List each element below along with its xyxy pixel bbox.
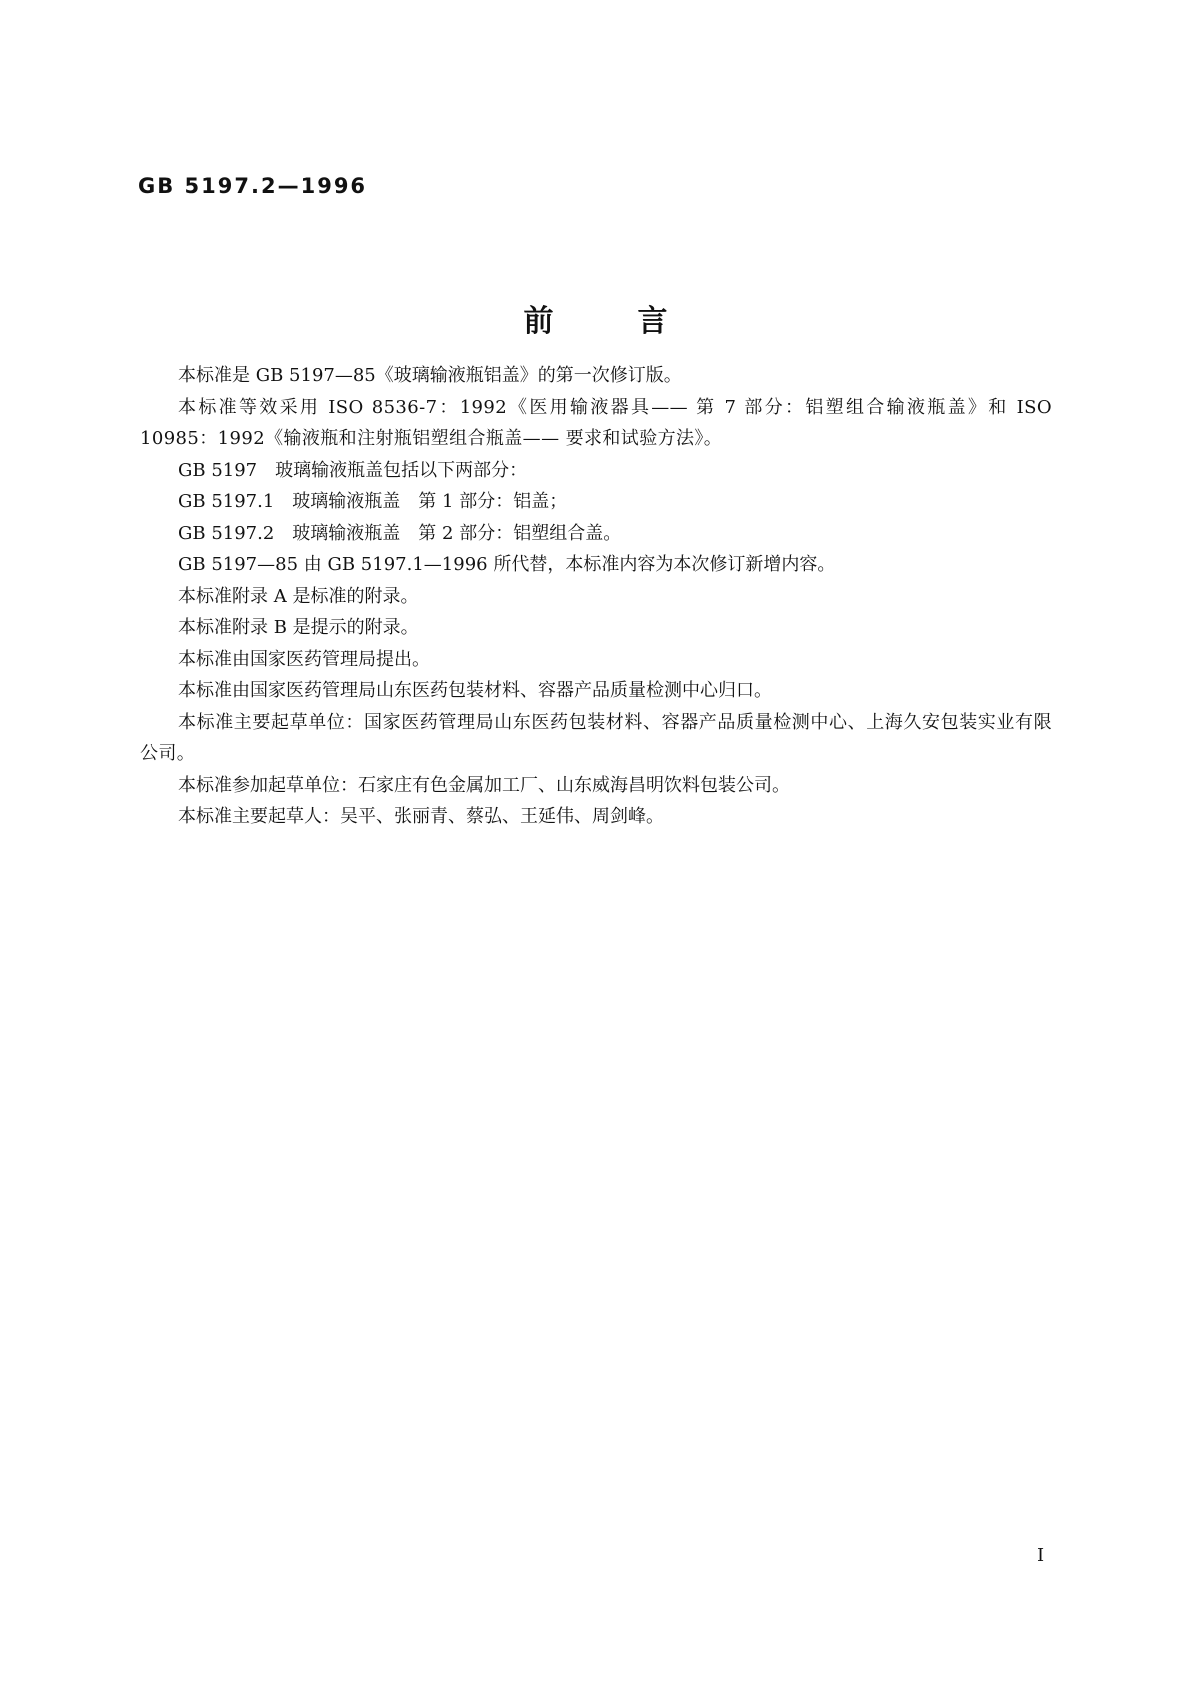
paragraph-part-1: GB 5197.1 玻璃输液瓶盖 第 1 部分：铝盖； bbox=[178, 491, 568, 512]
paragraph-main-drafters: 本标准主要起草人：吴平、张丽青、蔡弘、王延伟、周剑峰。 bbox=[178, 806, 664, 827]
standard-code: GB 5197.2—1996 bbox=[138, 174, 368, 198]
page-title bbox=[0, 296, 1191, 340]
paragraph-main-drafting-units: 本标准主要起草单位：国家医药管理局山东医药包装材料、容器产品质量检测中心、上海久安包装实业有限公司。 bbox=[140, 711, 1052, 764]
page-number: I bbox=[1037, 1545, 1045, 1566]
paragraph-appendix-b: 本标准附录 B 是提示的附录。 bbox=[178, 617, 419, 638]
paragraph-revision: 本标准是 GB 5197—85《玻璃输液瓶铝盖》的第一次修订版。 bbox=[178, 365, 682, 386]
paragraph-centralized-unit: 本标准由国家医药管理局山东医药包装材料、容器产品质量检测中心归口。 bbox=[178, 680, 772, 701]
paragraph-participating-units: 本标准参加起草单位：石家庄有色金属加工厂、山东威海昌明饮料包装公司。 bbox=[178, 774, 790, 796]
paragraph-proposer: 本标准由国家医药管理局提出。 bbox=[178, 648, 430, 670]
paragraph-appendix-a: 本标准附录 A 是标准的附录。 bbox=[178, 585, 419, 607]
paragraph-equivalent-standards: 本标准等效采用 ISO 8536-7：1992《医用输液器具—— 第 7 部分：铝塑组合输液瓶盖》和 ISO 10985：1992《输液瓶和注射瓶铝塑组合瓶盖—— 要求和试验方法》。 bbox=[140, 396, 1059, 449]
foreword-body bbox=[140, 360, 1059, 833]
paragraph-parts-intro: GB 5197 玻璃输液瓶盖包括以下两部分： bbox=[178, 459, 528, 481]
paragraph-replacement: GB 5197—85 由 GB 5197.1—1996 所代替，本标准内容为本次修订新增内容。 bbox=[178, 554, 836, 575]
paragraph-part-2: GB 5197.2 玻璃输液瓶盖 第 2 部分：铝塑组合盖。 bbox=[178, 522, 622, 544]
title-char-left: 前 bbox=[523, 304, 554, 339]
title-char-right: 言 bbox=[637, 304, 668, 339]
